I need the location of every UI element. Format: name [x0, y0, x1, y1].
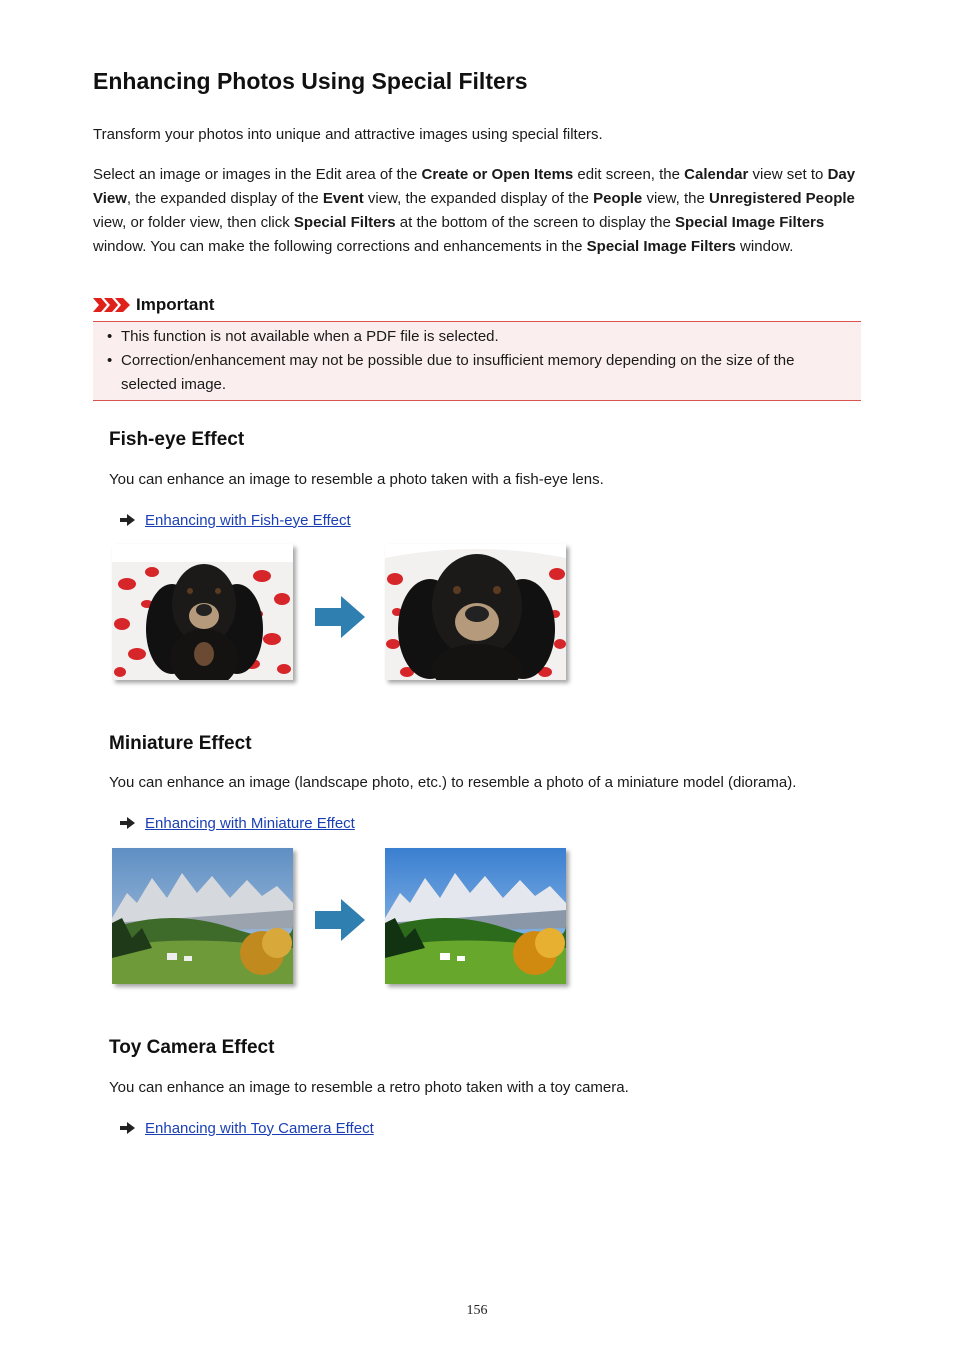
section-heading-toycamera: Toy Camera Effect — [109, 1037, 275, 1058]
link-miniature-effect[interactable]: Enhancing with Miniature Effect — [145, 814, 355, 832]
ui-term: People — [593, 190, 643, 207]
ui-term: Unregistered People — [708, 190, 855, 207]
intro-paragraph: Transform your photos into unique and attractive images using special filters. — [93, 126, 603, 143]
page-number: 156 — [466, 1303, 488, 1318]
fisheye-after-image — [385, 544, 566, 680]
important-label: Important — [136, 295, 215, 314]
section-heading-fisheye: Fish-eye Effect — [109, 429, 245, 450]
page-title: Enhancing Photos Using Special Filters — [93, 68, 528, 94]
ui-term: Day View — [93, 166, 856, 207]
important-header — [93, 293, 214, 317]
instruction-text: window. — [735, 238, 794, 255]
instruction-text: view set to — [748, 166, 828, 183]
ui-term: Calendar — [684, 166, 749, 183]
ui-term: Special Image Filters — [586, 238, 736, 255]
ui-term: Event — [322, 190, 364, 207]
fisheye-before-image — [112, 544, 293, 680]
ui-term: Special Filters — [293, 214, 396, 231]
right-arrow-icon — [120, 1122, 135, 1134]
section-description-toycamera: You can enhance an image to resemble a retro photo taken with a toy camera. — [109, 1079, 629, 1096]
important-item — [107, 325, 852, 349]
miniature-before-image — [112, 848, 293, 984]
link-fisheye-effect[interactable]: Enhancing with Fish-eye Effect — [145, 511, 351, 529]
bullet: • — [107, 352, 113, 369]
transform-arrow-icon — [315, 596, 365, 638]
right-arrow-icon — [120, 514, 135, 526]
instruction-text: window. You can make the following corrections and enhancements in the — [93, 238, 587, 255]
instruction-text: , the expanded display of the — [126, 190, 323, 207]
instruction-text: view, the — [642, 190, 709, 207]
instruction-text: at the bottom of the screen to display the — [395, 214, 675, 231]
section-description-fisheye: You can enhance an image to resemble a photo taken with a fish-eye lens. — [109, 471, 604, 488]
link-row-toycamera — [120, 1116, 374, 1140]
right-arrow-icon — [120, 817, 135, 829]
section-heading-miniature: Miniature Effect — [109, 733, 252, 754]
section-description-miniature: You can enhance an image (landscape photo, etc.) to resemble a photo of a miniature model (diorama). — [109, 774, 797, 791]
instruction-text: view, or folder view, then click — [93, 214, 294, 231]
important-item-text: Correction/enhancement may not be possible due to insufficient memory depending on the size of the selected image. — [121, 352, 795, 393]
important-list — [107, 325, 852, 397]
important-box — [93, 321, 861, 401]
miniature-after-image — [385, 848, 566, 984]
link-row-fisheye — [120, 508, 351, 532]
important-item-text: This function is not available when a PDF file is selected. — [121, 328, 499, 345]
instructions-paragraph — [93, 163, 868, 259]
ui-term: Special Image Filters — [674, 214, 825, 231]
instruction-text: view, the expanded display of the — [363, 190, 594, 207]
transform-arrow-icon — [315, 899, 365, 941]
important-item — [107, 349, 852, 397]
important-chevrons-icon — [93, 296, 131, 314]
instruction-text: Select an image or images in the Edit area of the — [93, 166, 422, 183]
instruction-text: edit screen, the — [573, 166, 685, 183]
ui-term: Create or Open Items — [421, 166, 574, 183]
link-toy-camera-effect[interactable]: Enhancing with Toy Camera Effect — [145, 1119, 374, 1137]
link-row-miniature — [120, 811, 355, 835]
bullet: • — [107, 328, 113, 345]
